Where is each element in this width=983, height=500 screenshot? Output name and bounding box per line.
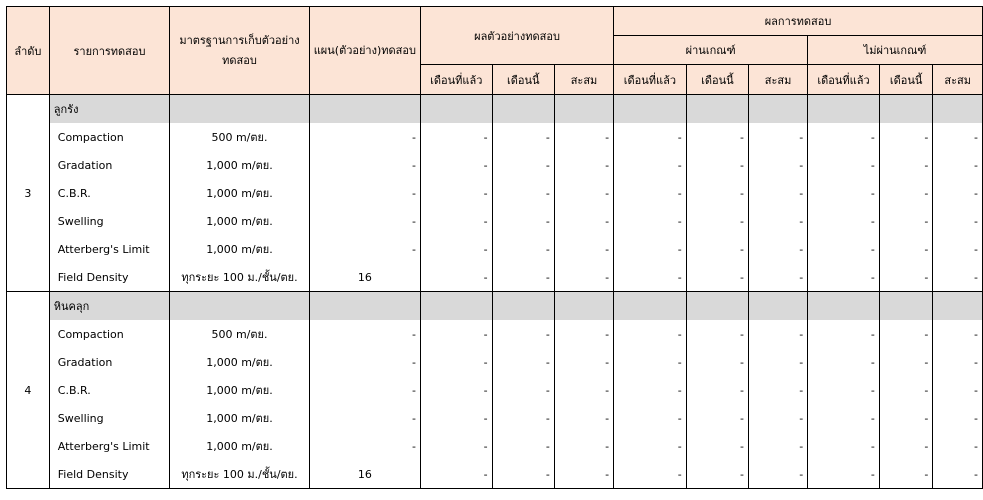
sampling-standard: 1,000 m/ตย.: [170, 207, 310, 235]
result-value: -: [879, 151, 933, 179]
result-value: -: [808, 320, 880, 348]
result-value: -: [686, 432, 748, 460]
section-header-cell: [748, 95, 807, 124]
section-header-cell: [309, 292, 420, 321]
sampling-standard: 1,000 m/ตย.: [170, 348, 310, 376]
section-header-row: [7, 95, 983, 124]
result-value: -: [554, 151, 613, 179]
section-header-cell: [933, 292, 983, 321]
result-value: -: [492, 151, 554, 179]
table-body: [7, 95, 983, 489]
header-this-month: เดือนนี้: [686, 65, 748, 95]
result-value: -: [554, 404, 613, 432]
section-header-cell: [808, 95, 880, 124]
test-item-name: Swelling: [49, 207, 169, 235]
result-value: -: [420, 235, 492, 263]
result-value: -: [492, 123, 554, 151]
test-item-name: Swelling: [49, 404, 169, 432]
result-value: -: [808, 207, 880, 235]
plan-value: -: [309, 348, 420, 376]
section-header-cell: [554, 95, 613, 124]
result-value: -: [748, 235, 807, 263]
result-value: -: [686, 460, 748, 489]
test-item-name: Compaction: [49, 123, 169, 151]
plan-value: -: [309, 376, 420, 404]
result-value: -: [492, 320, 554, 348]
section-header-cell: [614, 95, 687, 124]
header-last-month: เดือนที่แล้ว: [614, 65, 687, 95]
result-value: -: [933, 348, 983, 376]
result-value: -: [686, 263, 748, 292]
result-value: -: [420, 404, 492, 432]
sampling-standard: 500 m/ตย.: [170, 320, 310, 348]
result-value: -: [492, 348, 554, 376]
result-value: -: [933, 179, 983, 207]
result-value: -: [554, 263, 613, 292]
header-sample-results: ผลตัวอย่างทดสอบ: [420, 7, 613, 65]
result-value: -: [492, 207, 554, 235]
test-item-name: Atterberg's Limit: [49, 432, 169, 460]
result-value: -: [420, 320, 492, 348]
section-header-cell: [933, 95, 983, 124]
result-value: -: [879, 432, 933, 460]
result-value: -: [879, 123, 933, 151]
header-no: ลำดับ: [7, 7, 50, 95]
section-header-cell: [614, 292, 687, 321]
result-value: -: [492, 432, 554, 460]
sampling-standard: 500 m/ตย.: [170, 123, 310, 151]
result-value: -: [933, 320, 983, 348]
result-value: -: [686, 179, 748, 207]
result-value: -: [933, 460, 983, 489]
result-value: -: [808, 263, 880, 292]
result-value: -: [748, 123, 807, 151]
header-cumulative: สะสม: [554, 65, 613, 95]
section-header-row: [7, 292, 983, 321]
test-item-name: Field Density: [49, 263, 169, 292]
plan-value: -: [309, 404, 420, 432]
table-row: [7, 235, 983, 263]
section-header-cell: [879, 292, 933, 321]
table-row: [7, 123, 983, 151]
result-value: -: [748, 207, 807, 235]
header-last-month: เดือนที่แล้ว: [420, 65, 492, 95]
section-number: 3: [7, 95, 50, 292]
plan-value: -: [309, 179, 420, 207]
section-header-cell: [420, 95, 492, 124]
result-value: -: [879, 263, 933, 292]
result-value: -: [808, 376, 880, 404]
result-value: -: [808, 123, 880, 151]
plan-value: 16: [309, 460, 420, 489]
result-value: -: [808, 348, 880, 376]
sampling-standard: 1,000 m/ตย.: [170, 404, 310, 432]
result-value: -: [686, 376, 748, 404]
table-row: [7, 263, 983, 292]
result-value: -: [879, 376, 933, 404]
result-value: -: [748, 348, 807, 376]
result-value: -: [686, 235, 748, 263]
result-value: -: [686, 320, 748, 348]
result-value: -: [933, 207, 983, 235]
test-item-name: Compaction: [49, 320, 169, 348]
sampling-standard: 1,000 m/ตย.: [170, 179, 310, 207]
result-value: -: [879, 207, 933, 235]
plan-value: -: [309, 432, 420, 460]
table-row: [7, 432, 983, 460]
result-value: -: [808, 235, 880, 263]
result-value: -: [554, 235, 613, 263]
result-value: -: [614, 460, 687, 489]
plan-value: -: [309, 235, 420, 263]
result-value: -: [554, 320, 613, 348]
result-value: -: [879, 235, 933, 263]
result-value: -: [933, 235, 983, 263]
result-value: -: [614, 263, 687, 292]
result-value: -: [879, 348, 933, 376]
table-row: [7, 207, 983, 235]
result-value: -: [420, 460, 492, 489]
sampling-standard: 1,000 m/ตย.: [170, 376, 310, 404]
section-header-cell: [420, 292, 492, 321]
test-item-name: Atterberg's Limit: [49, 235, 169, 263]
result-value: -: [492, 179, 554, 207]
sampling-standard: 1,000 m/ตย.: [170, 432, 310, 460]
result-value: -: [879, 320, 933, 348]
result-value: -: [614, 348, 687, 376]
header-item: รายการทดสอบ: [49, 7, 169, 95]
result-value: -: [420, 207, 492, 235]
result-value: -: [686, 348, 748, 376]
result-value: -: [492, 235, 554, 263]
result-value: -: [554, 460, 613, 489]
section-header-cell: [170, 292, 310, 321]
result-value: -: [808, 151, 880, 179]
result-value: -: [748, 460, 807, 489]
result-value: -: [614, 123, 687, 151]
section-header-cell: [492, 95, 554, 124]
section-header-cell: [808, 292, 880, 321]
result-value: -: [554, 207, 613, 235]
result-value: -: [420, 376, 492, 404]
header-standard: มาตรฐานการเก็บตัวอย่างทดสอบ: [170, 7, 310, 95]
header-plan: แผน(ตัวอย่าง)ทดสอบ: [309, 7, 420, 95]
result-value: -: [748, 404, 807, 432]
result-value: -: [554, 348, 613, 376]
section-name: หินคลุก: [49, 292, 169, 321]
result-value: -: [933, 263, 983, 292]
section-header-cell: [686, 292, 748, 321]
result-value: -: [614, 207, 687, 235]
section-name: ลูกรัง: [49, 95, 169, 124]
section-header-cell: [170, 95, 310, 124]
result-value: -: [808, 460, 880, 489]
result-value: -: [420, 179, 492, 207]
sampling-standard: ทุกระยะ 100 ม./ชั้น/ตย.: [170, 263, 310, 292]
result-value: -: [879, 404, 933, 432]
result-value: -: [748, 376, 807, 404]
table-row: [7, 460, 983, 489]
header-this-month: เดือนนี้: [879, 65, 933, 95]
result-value: -: [933, 151, 983, 179]
result-value: -: [686, 404, 748, 432]
result-value: -: [686, 123, 748, 151]
result-value: -: [614, 432, 687, 460]
result-value: -: [554, 123, 613, 151]
result-value: -: [933, 404, 983, 432]
result-value: -: [614, 151, 687, 179]
section-header-cell: [686, 95, 748, 124]
table-row: [7, 348, 983, 376]
plan-value: -: [309, 207, 420, 235]
result-value: -: [614, 320, 687, 348]
test-item-name: Gradation: [49, 348, 169, 376]
result-value: -: [614, 235, 687, 263]
result-value: -: [492, 263, 554, 292]
section-header-cell: [492, 292, 554, 321]
result-value: -: [614, 179, 687, 207]
result-value: -: [933, 432, 983, 460]
table-row: [7, 151, 983, 179]
plan-value: -: [309, 123, 420, 151]
plan-value: 16: [309, 263, 420, 292]
result-value: -: [808, 404, 880, 432]
header-pass: ผ่านเกณฑ์: [614, 36, 808, 65]
sampling-standard: ทุกระยะ 100 ม./ชั้น/ตย.: [170, 460, 310, 489]
result-value: -: [554, 432, 613, 460]
result-value: -: [614, 376, 687, 404]
result-value: -: [492, 460, 554, 489]
table-row: [7, 404, 983, 432]
section-number: 4: [7, 292, 50, 489]
result-value: -: [933, 376, 983, 404]
sampling-standard: 1,000 m/ตย.: [170, 235, 310, 263]
section-header-cell: [748, 292, 807, 321]
header-fail: ไม่ผ่านเกณฑ์: [808, 36, 983, 65]
header-cumulative: สะสม: [748, 65, 807, 95]
result-value: -: [748, 179, 807, 207]
result-value: -: [420, 151, 492, 179]
plan-value: -: [309, 151, 420, 179]
result-value: -: [879, 179, 933, 207]
result-value: -: [420, 432, 492, 460]
result-value: -: [933, 123, 983, 151]
result-value: -: [686, 207, 748, 235]
table-row: [7, 179, 983, 207]
section-header-cell: [554, 292, 613, 321]
header-this-month: เดือนนี้: [492, 65, 554, 95]
result-value: -: [748, 263, 807, 292]
test-item-name: C.B.R.: [49, 179, 169, 207]
result-value: -: [614, 404, 687, 432]
test-item-name: C.B.R.: [49, 376, 169, 404]
test-item-name: Field Density: [49, 460, 169, 489]
result-value: -: [554, 376, 613, 404]
result-value: -: [808, 179, 880, 207]
table-row: [7, 320, 983, 348]
result-value: -: [686, 151, 748, 179]
header-cumulative: สะสม: [933, 65, 983, 95]
result-value: -: [748, 432, 807, 460]
test-results-table: [6, 6, 983, 489]
plan-value: -: [309, 320, 420, 348]
result-value: -: [420, 263, 492, 292]
result-value: -: [420, 348, 492, 376]
result-value: -: [492, 376, 554, 404]
result-value: -: [748, 320, 807, 348]
result-value: -: [420, 123, 492, 151]
test-item-name: Gradation: [49, 151, 169, 179]
table-row: [7, 376, 983, 404]
result-value: -: [492, 404, 554, 432]
header-test-results: ผลการทดสอบ: [614, 7, 983, 36]
section-header-cell: [309, 95, 420, 124]
header-last-month: เดือนที่แล้ว: [808, 65, 880, 95]
result-value: -: [554, 179, 613, 207]
result-value: -: [879, 460, 933, 489]
result-value: -: [808, 432, 880, 460]
sampling-standard: 1,000 m/ตย.: [170, 151, 310, 179]
result-value: -: [748, 151, 807, 179]
section-header-cell: [879, 95, 933, 124]
